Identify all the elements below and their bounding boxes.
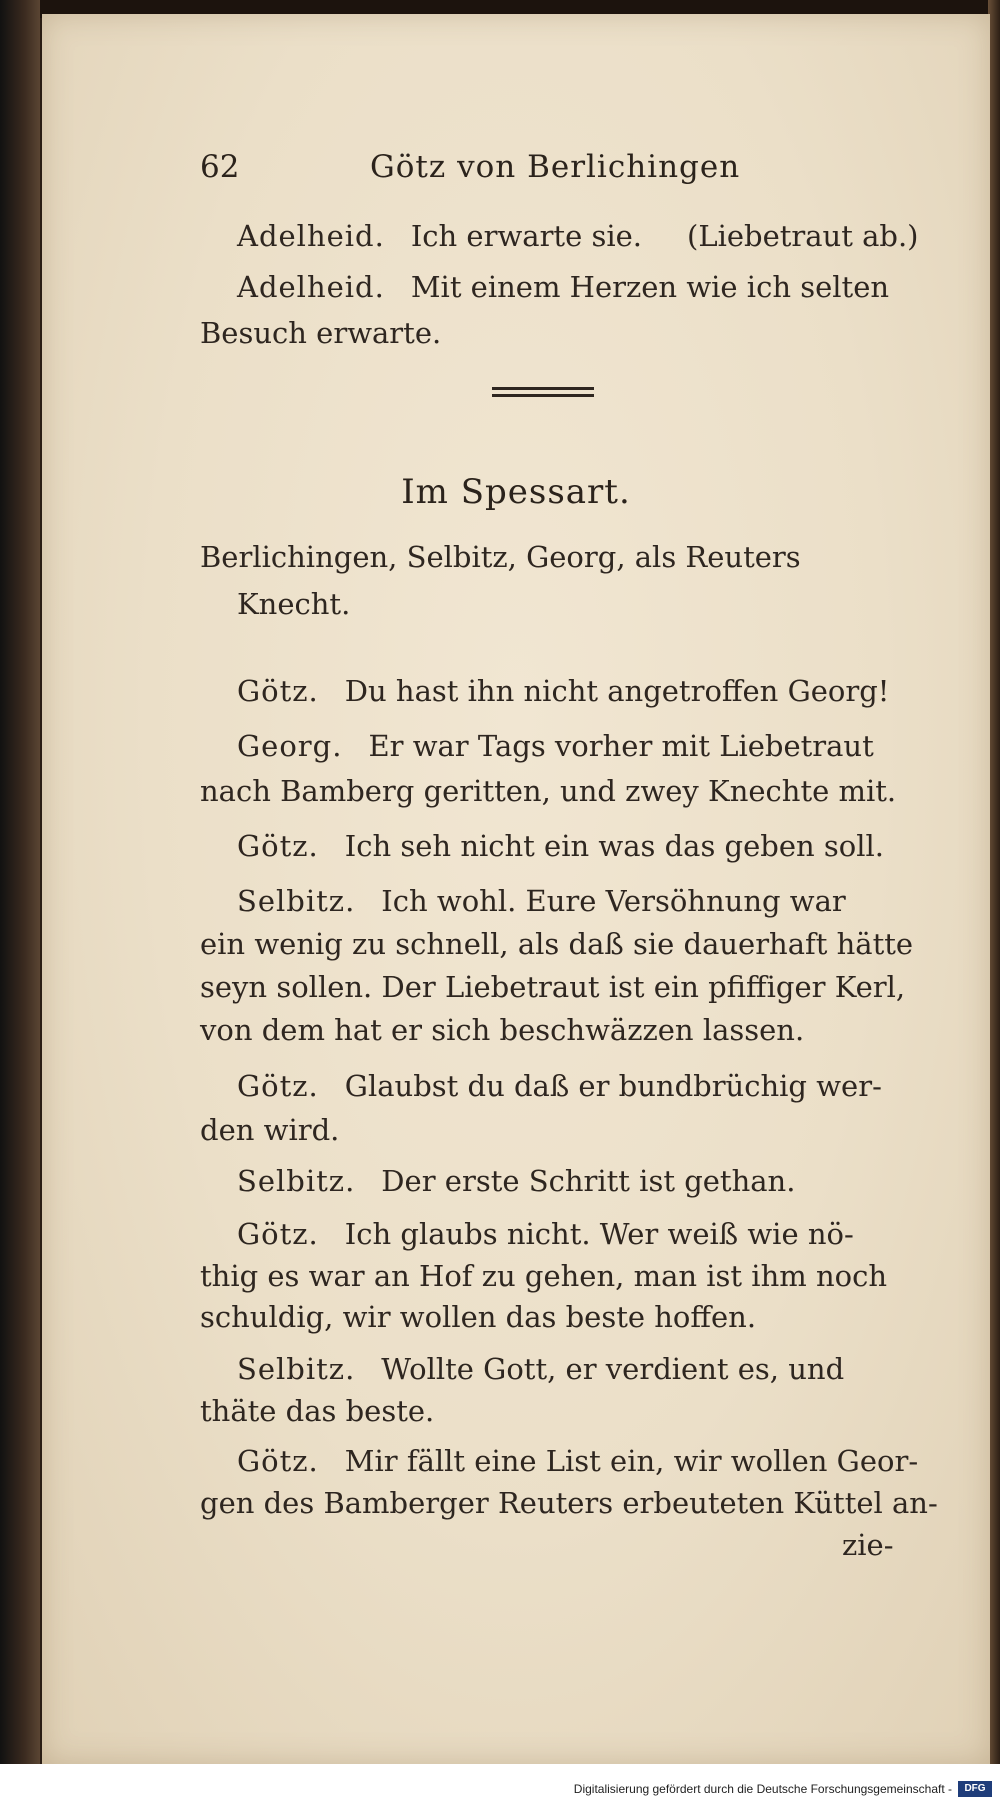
running-title: Götz von Berlichingen bbox=[370, 149, 741, 185]
speaker-name: Götz. bbox=[237, 1217, 319, 1251]
dialogue-text: Du hast ihn nicht angetroffen Georg! bbox=[344, 674, 890, 708]
text-line: gen des Bamberger Reuters erbeuteten Küttel an- bbox=[200, 1486, 938, 1520]
text-line bbox=[237, 1164, 795, 1198]
page-number: 62 bbox=[200, 149, 240, 185]
text-line bbox=[237, 1069, 882, 1103]
text-line: thig es war an Hof zu gehen, man ist ihm noch bbox=[200, 1259, 888, 1293]
scan-edge-left bbox=[0, 0, 40, 1802]
text-line bbox=[237, 674, 889, 708]
text-line: schuldig, wir wollen das beste hoffen. bbox=[200, 1300, 757, 1334]
text-line: von dem hat er sich beschwäzzen lassen. bbox=[200, 1013, 805, 1047]
text-line: Knecht. bbox=[237, 587, 351, 621]
dialogue-text: Mir fällt eine List ein, wir wollen Geor- bbox=[344, 1444, 919, 1478]
text-line bbox=[237, 829, 884, 863]
text-line: seyn sollen. Der Liebetraut ist ein pfiffiger Kerl, bbox=[200, 970, 906, 1004]
dialogue-text: Ich seh nicht ein was das geben soll. bbox=[344, 829, 885, 863]
text-line: ein wenig zu schnell, als daß sie dauerhaft hätte bbox=[200, 927, 914, 961]
scene-title: Im Spessart. bbox=[401, 472, 631, 512]
dfg-logo: DFG bbox=[958, 1781, 992, 1797]
speaker-name: Götz. bbox=[237, 1444, 319, 1478]
footer-credit: Digitalisierung gefördert durch die Deutsche Forschungsgemeinschaft - bbox=[573, 1782, 952, 1796]
speaker-name: Selbitz. bbox=[237, 884, 356, 918]
speaker-name: Adelheid. bbox=[237, 219, 385, 253]
text-line: nach Bamberg geritten, und zwey Knechte mit. bbox=[200, 774, 897, 808]
dialogue-text: Wollte Gott, er verdient es, und bbox=[381, 1352, 845, 1386]
dialogue-text: Glaubst du daß er bundbrüchig wer- bbox=[344, 1069, 882, 1103]
text-line: den wird. bbox=[200, 1113, 340, 1147]
text-line bbox=[237, 219, 642, 253]
text-line bbox=[237, 270, 889, 304]
dialogue-text: Ich erwarte sie. bbox=[410, 219, 643, 253]
speaker-name: Selbitz. bbox=[237, 1164, 356, 1198]
catchword: zie- bbox=[842, 1528, 894, 1562]
digitization-footer bbox=[0, 1764, 1000, 1802]
text-line bbox=[237, 1217, 854, 1251]
text-line: Berlichingen, Selbitz, Georg, als Reuters bbox=[200, 540, 801, 574]
book-page bbox=[42, 14, 990, 1764]
speaker-name: Götz. bbox=[237, 829, 319, 863]
page-header bbox=[200, 149, 900, 189]
dialogue-text: Ich glaubs nicht. Wer weiß wie nö- bbox=[344, 1217, 854, 1251]
dialogue-text: Der erste Schritt ist gethan. bbox=[381, 1164, 796, 1198]
text-line bbox=[237, 1352, 844, 1386]
speaker-name: Götz. bbox=[237, 1069, 319, 1103]
text-line: thäte das beste. bbox=[200, 1394, 435, 1428]
text-line: Besuch erwarte. bbox=[200, 316, 442, 350]
text-line bbox=[237, 884, 846, 918]
dialogue-text: Ich wohl. Eure Versöhnung war bbox=[381, 884, 846, 918]
dialogue-text: Er war Tags vorher mit Liebetraut bbox=[368, 729, 874, 763]
text-line bbox=[237, 1444, 918, 1478]
speaker-name: Georg. bbox=[237, 729, 343, 763]
text-line bbox=[237, 729, 874, 763]
speaker-name: Adelheid. bbox=[237, 270, 385, 304]
speaker-name: Selbitz. bbox=[237, 1352, 356, 1386]
section-rule bbox=[492, 387, 594, 397]
stage-direction: (Liebetraut ab.) bbox=[687, 219, 919, 253]
dialogue-text: Mit einem Herzen wie ich selten bbox=[410, 270, 890, 304]
speaker-name: Götz. bbox=[237, 674, 319, 708]
